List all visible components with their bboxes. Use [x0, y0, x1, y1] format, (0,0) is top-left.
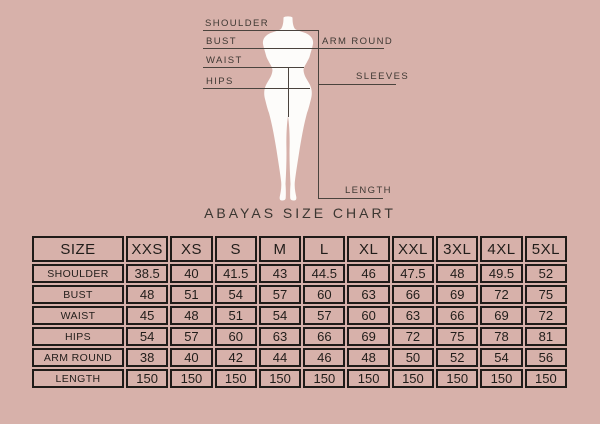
length-measure-line — [318, 198, 383, 199]
value-cell: 54 — [480, 348, 522, 367]
value-cell: 75 — [436, 327, 478, 346]
value-cell: 72 — [480, 285, 522, 304]
value-cell: 57 — [303, 306, 345, 325]
column-header-5xl: 5XL — [525, 236, 567, 262]
value-cell: 48 — [170, 306, 212, 325]
body-silhouette — [230, 14, 330, 206]
value-cell: 60 — [303, 285, 345, 304]
size-header-cell: SIZE — [32, 236, 124, 262]
value-cell: 41.5 — [215, 264, 257, 283]
value-cell: 150 — [436, 369, 478, 388]
column-header-xl: XL — [347, 236, 389, 262]
value-cell: 60 — [347, 306, 389, 325]
table-body — [32, 264, 567, 388]
row-label: WAIST — [32, 306, 124, 325]
value-cell: 81 — [525, 327, 567, 346]
value-cell: 72 — [525, 306, 567, 325]
value-cell: 52 — [436, 348, 478, 367]
value-cell: 69 — [347, 327, 389, 346]
row-label: ARM ROUND — [32, 348, 124, 367]
value-cell: 51 — [215, 306, 257, 325]
value-cell: 150 — [215, 369, 257, 388]
value-cell: 66 — [392, 285, 434, 304]
bust-arm-round-measure-line — [203, 48, 384, 49]
arm-round-label: ARM ROUND — [322, 36, 394, 47]
value-cell: 48 — [126, 285, 168, 304]
value-cell: 47.5 — [392, 264, 434, 283]
column-header-m: M — [259, 236, 301, 262]
value-cell: 75 — [525, 285, 567, 304]
value-cell: 40 — [170, 348, 212, 367]
value-cell: 48 — [436, 264, 478, 283]
value-cell: 57 — [170, 327, 212, 346]
row-label: LENGTH — [32, 369, 124, 388]
value-cell: 46 — [347, 264, 389, 283]
value-cell: 72 — [392, 327, 434, 346]
bust-label: BUST — [206, 36, 237, 47]
value-cell: 69 — [480, 306, 522, 325]
shoulder-measure-line — [203, 30, 319, 31]
value-cell: 38 — [126, 348, 168, 367]
row-label: BUST — [32, 285, 124, 304]
value-cell: 60 — [215, 327, 257, 346]
value-cell: 49.5 — [480, 264, 522, 283]
value-cell: 38.5 — [126, 264, 168, 283]
value-cell: 48 — [347, 348, 389, 367]
column-header-s: S — [215, 236, 257, 262]
column-header-l: L — [303, 236, 345, 262]
value-cell: 150 — [525, 369, 567, 388]
page-title: ABAYAS SIZE CHART — [204, 205, 396, 221]
value-cell: 63 — [347, 285, 389, 304]
value-cell: 69 — [436, 285, 478, 304]
waist-label: WAIST — [206, 55, 243, 66]
sleeves-label: SLEEVES — [356, 71, 410, 82]
value-cell: 54 — [259, 306, 301, 325]
table-row — [32, 369, 567, 388]
size-table — [30, 234, 569, 390]
value-cell: 78 — [480, 327, 522, 346]
hips-label: HIPS — [206, 76, 234, 87]
column-header-xxs: XXS — [126, 236, 168, 262]
value-cell: 57 — [259, 285, 301, 304]
value-cell: 150 — [347, 369, 389, 388]
value-cell: 44.5 — [303, 264, 345, 283]
table-row — [32, 285, 567, 304]
value-cell: 50 — [392, 348, 434, 367]
value-cell: 51 — [170, 285, 212, 304]
value-cell: 66 — [303, 327, 345, 346]
table-row — [32, 306, 567, 325]
value-cell: 66 — [436, 306, 478, 325]
center-body-line — [288, 67, 289, 117]
hips-measure-line — [203, 88, 310, 89]
value-cell: 63 — [259, 327, 301, 346]
table-row — [32, 348, 567, 367]
value-cell: 150 — [303, 369, 345, 388]
value-cell: 43 — [259, 264, 301, 283]
value-cell: 150 — [480, 369, 522, 388]
length-vertical-line — [318, 30, 319, 199]
value-cell: 45 — [126, 306, 168, 325]
value-cell: 56 — [525, 348, 567, 367]
column-header-3xl: 3XL — [436, 236, 478, 262]
value-cell: 150 — [392, 369, 434, 388]
value-cell: 150 — [126, 369, 168, 388]
column-header-4xl: 4XL — [480, 236, 522, 262]
value-cell: 63 — [392, 306, 434, 325]
value-cell: 54 — [215, 285, 257, 304]
table-header-row — [32, 236, 567, 262]
column-header-xs: XS — [170, 236, 212, 262]
column-header-xxl: XXL — [392, 236, 434, 262]
length-label: LENGTH — [345, 185, 392, 196]
table-row — [32, 327, 567, 346]
value-cell: 42 — [215, 348, 257, 367]
value-cell: 40 — [170, 264, 212, 283]
value-cell: 46 — [303, 348, 345, 367]
row-label: HIPS — [32, 327, 124, 346]
table-row — [32, 264, 567, 283]
value-cell: 150 — [259, 369, 301, 388]
value-cell: 44 — [259, 348, 301, 367]
value-cell: 150 — [170, 369, 212, 388]
sleeves-measure-line — [318, 84, 396, 85]
row-label: SHOULDER — [32, 264, 124, 283]
value-cell: 54 — [126, 327, 168, 346]
value-cell: 52 — [525, 264, 567, 283]
shoulder-label: SHOULDER — [205, 18, 269, 29]
